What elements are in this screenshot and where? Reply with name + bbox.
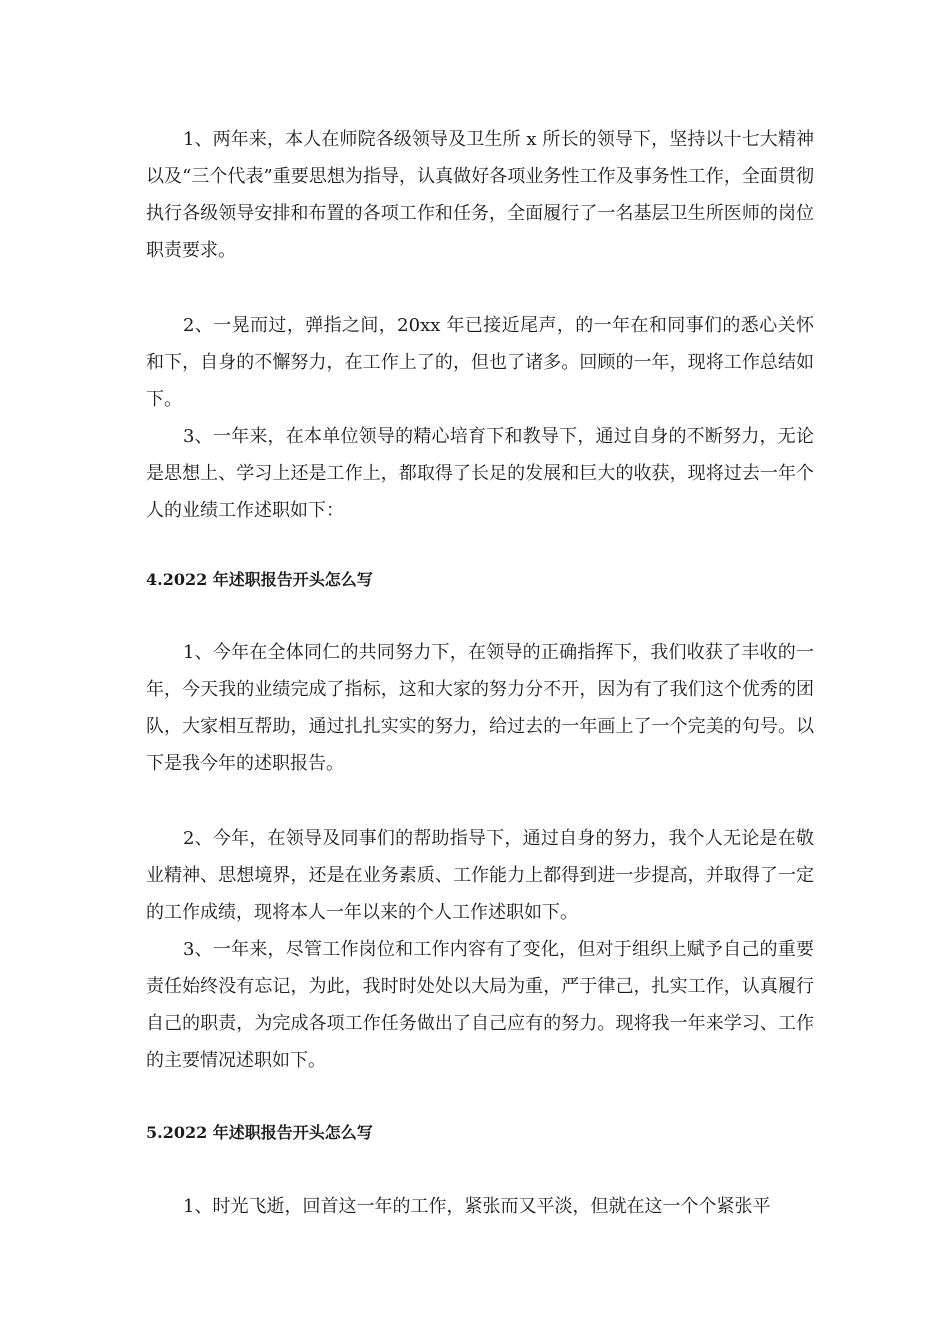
paragraph-2: 2、一晃而过，弹指之间，20xx 年已接近尾声，的一年在和同事们的悉心关怀和下，自身的不懈努力，在工作上了的，但也了诸多。回顾的一年，现将工作总结如下。	[146, 315, 814, 410]
section-heading-5: 5.2022 年述职报告开头怎么写	[146, 1123, 373, 1142]
paragraph-4: 1、今年在全体同仁的共同努力下，在领导的正确指挥下，我们收获了丰收的一年，今天我的业绩完成了指标，这和大家的努力分不开，因为有了我们这个优秀的团队，大家相互帮助，通过扎扎实实的努力，给过去的一年画上了一个完美的句号。以下是我今年的述职报告。	[146, 642, 814, 774]
paragraph-1: 1、两年来，本人在师院各级领导及卫生所 x 所长的领导下，坚持以十七大精神以及“三个代表”重要思想为指导，认真做好各项业务性工作及事务性工作，全面贯彻执行各级领导安排和布置的各项工作和任务，全面履行了一名基层卫生所医师的岗位职责要求。	[146, 129, 814, 261]
section-heading-4: 4.2022 年述职报告开头怎么写	[146, 570, 373, 589]
paragraph-6: 3、一年来，尽管工作岗位和工作内容有了变化，但对于组织上赋予自己的重要责任始终没有忘记，为此，我时时处处以大局为重，严于律己，扎实工作，认真履行自己的职责，为完成各项工作任务做出了自己应有的努力。现将我一年来学习、工作的主要情况述职如下。	[146, 939, 814, 1071]
paragraph-5: 2、今年，在领导及同事们的帮助指导下，通过自身的努力，我个人无论是在敬业精神、思想境界，还是在业务素质、工作能力上都得到进一步提高，并取得了一定的工作成绩，现将本人一年以来的个人工作述职如下。	[146, 828, 814, 923]
paragraph-3: 3、一年来，在本单位领导的精心培育下和教导下，通过自身的不断努力，无论是思想上、学习上还是工作上，都取得了长足的发展和巨大的收获，现将过去一年个人的业绩工作述职如下：	[146, 426, 814, 521]
paragraph-7: 1、时光飞逝，回首这一年的工作，紧张而又平淡，但就在这一个个紧张平	[183, 1196, 771, 1217]
